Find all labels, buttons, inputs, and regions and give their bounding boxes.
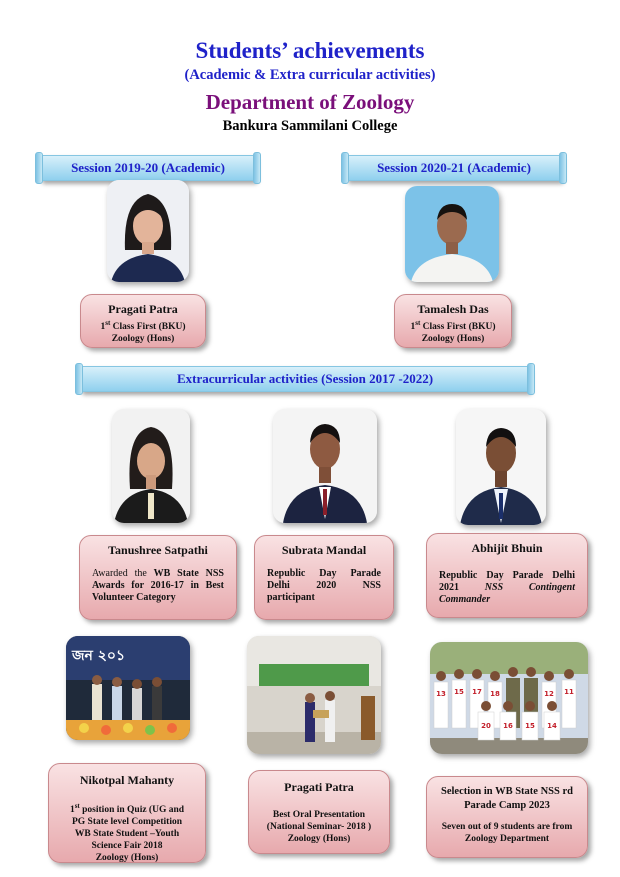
card-tanushree-satpathi	[79, 535, 237, 620]
student-name: Subrata Mandal	[281, 543, 367, 557]
svg-text:16: 16	[503, 722, 513, 730]
student-name: Tamalesh Das	[417, 302, 489, 316]
svg-text:15: 15	[454, 688, 464, 696]
student-name: Tanushree Satpathi	[108, 543, 208, 557]
svg-text:12: 12	[544, 690, 554, 698]
achievement-text: Republic Day Parade Delhi 2020 NSS participant	[267, 568, 381, 603]
student-name: Nikotpal Mahanty	[79, 773, 175, 787]
course: Zoology (Hons)	[95, 853, 159, 864]
card-nss-camp-selection	[426, 776, 588, 858]
card-tamalesh-das	[394, 294, 512, 348]
achievement-text: Republic Day Parade Delhi 2021 NSS Contingent Commander	[439, 570, 575, 605]
achievement-line: Science Fair 2018	[91, 841, 163, 852]
photo-tanushree-satpathi	[112, 409, 190, 523]
photo-nss-parade-team	[430, 642, 588, 754]
session-2019-20-banner: Session 2019-20 (Academic)	[40, 155, 256, 181]
achievement-line: Zoology Department	[464, 834, 550, 844]
student-name: Pragati Patra	[284, 780, 354, 794]
achievement-line: PG State level Competition	[71, 817, 183, 828]
course: Zoology (Hons)	[287, 834, 351, 844]
svg-text:15: 15	[525, 722, 535, 730]
photo-tamalesh-das	[405, 186, 499, 282]
photo-abhijit-bhuin	[456, 409, 546, 525]
svg-text:13: 13	[436, 690, 446, 698]
photo-award-ceremony	[66, 636, 190, 740]
student-name: Pragati Patra	[108, 302, 178, 316]
card-subrata-mandal	[254, 535, 394, 620]
course: Zoology (Hons)	[421, 334, 485, 345]
card-nikotpal-mahanty	[48, 763, 206, 863]
department-title: Department of Zoology	[205, 90, 415, 114]
session-2020-21-banner: Session 2020-21 (Academic)	[346, 155, 562, 181]
page-title: Students’ achievements	[195, 38, 425, 63]
achievement-text: Awarded the WB State NSS Awards for 2016-17 in Best Volunteer Category	[92, 568, 224, 603]
svg-text:20: 20	[481, 722, 491, 730]
card-abhijit-bhuin	[426, 533, 588, 618]
photo-subrata-mandal	[273, 409, 377, 523]
svg-text:জন ২০১: জন ২০১	[72, 648, 126, 664]
achievement-line: Best Oral Presentation	[272, 810, 366, 820]
svg-text:14: 14	[547, 722, 557, 730]
achievement-line: Parade Camp 2023	[464, 800, 550, 811]
page-subtitle: (Academic & Extra curricular activities)	[184, 67, 436, 83]
svg-text:18: 18	[490, 690, 500, 698]
achievement-line: Selection in WB State NSS rd	[441, 786, 573, 797]
college-name: Bankura Sammilani College	[222, 118, 398, 134]
achievement-line: Seven out of 9 students are from	[441, 822, 573, 832]
photo-pragati-patra-academic	[107, 180, 189, 282]
achievement-line: 1st position in Quiz (UG and	[69, 802, 185, 816]
achievement-line: WB State Student –Youth	[74, 829, 180, 840]
extracurricular-banner: Extracurricular activities (Session 2017 -2022)	[80, 366, 530, 392]
card-pragati-patra-seminar	[248, 770, 390, 854]
achievement-rank: 1st Class First (BKU)	[100, 319, 186, 333]
achievement-line: (National Seminar- 2018 )	[266, 822, 372, 832]
svg-text:11: 11	[564, 688, 574, 696]
student-name: Abhijit Bhuin	[471, 541, 543, 555]
card-pragati-patra-academic	[80, 294, 206, 348]
achievement-rank: 1st Class First (BKU)	[410, 319, 496, 333]
photo-oral-presentation	[247, 636, 381, 754]
course: Zoology (Hons)	[111, 334, 175, 345]
svg-text:17: 17	[472, 688, 482, 696]
